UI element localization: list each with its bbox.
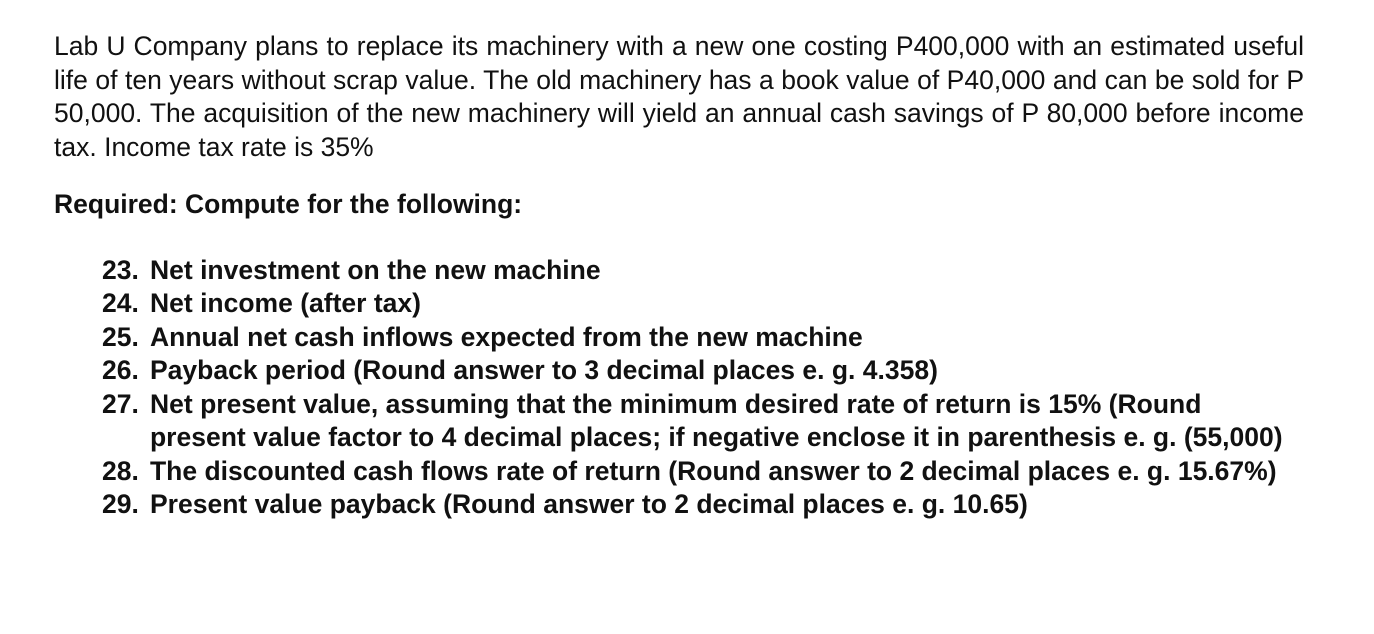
question-text: Net investment on the new machine <box>150 254 601 285</box>
problem-document <box>54 30 1304 522</box>
question-item <box>102 354 1304 388</box>
question-number: 27. <box>102 388 139 419</box>
question-text: Payback period (Round answer to 3 decimal places e. g. 4.358) <box>150 355 938 385</box>
question-text: Net present value, assuming that the minimum desired rate of return is 15% (Round present value factor to 4 decimal places; if negative enclose it in parenthesis e. g. (55,000) <box>150 388 1283 452</box>
question-item <box>102 321 1304 355</box>
required-heading: Required: Compute for the following: <box>54 189 523 219</box>
question-list <box>54 254 1304 522</box>
problem-statement: Lab U Company plans to replace its machinery with a new one costing P400,000 with an estimated useful life of ten years without scrap value. The old machinery has a book value of P40,000 and can be sold for P 50,000. The acquisition of the new machinery will yield an annual cash savings of P 80,000 before income tax. Income tax rate is 35% <box>54 31 1304 162</box>
question-number: 29. <box>102 489 139 519</box>
question-number: 23. <box>102 254 139 285</box>
question-text: Annual net cash inflows expected from the new machine <box>150 321 863 352</box>
question-number: 26. <box>102 355 139 385</box>
question-item <box>102 488 1304 522</box>
question-text: The discounted cash flows rate of return (Round answer to 2 decimal places e. g. 15.67%) <box>150 455 1277 486</box>
question-text: Present value payback (Round answer to 2 decimal places e. g. 10.65) <box>150 489 1028 519</box>
question-text: Net income (after tax) <box>150 288 421 318</box>
question-number: 28. <box>102 455 139 486</box>
question-item <box>102 254 1304 288</box>
question-number: 25. <box>102 321 139 352</box>
question-item <box>102 455 1304 489</box>
question-number: 24. <box>102 288 139 318</box>
question-item <box>102 388 1304 455</box>
question-item <box>102 287 1304 321</box>
